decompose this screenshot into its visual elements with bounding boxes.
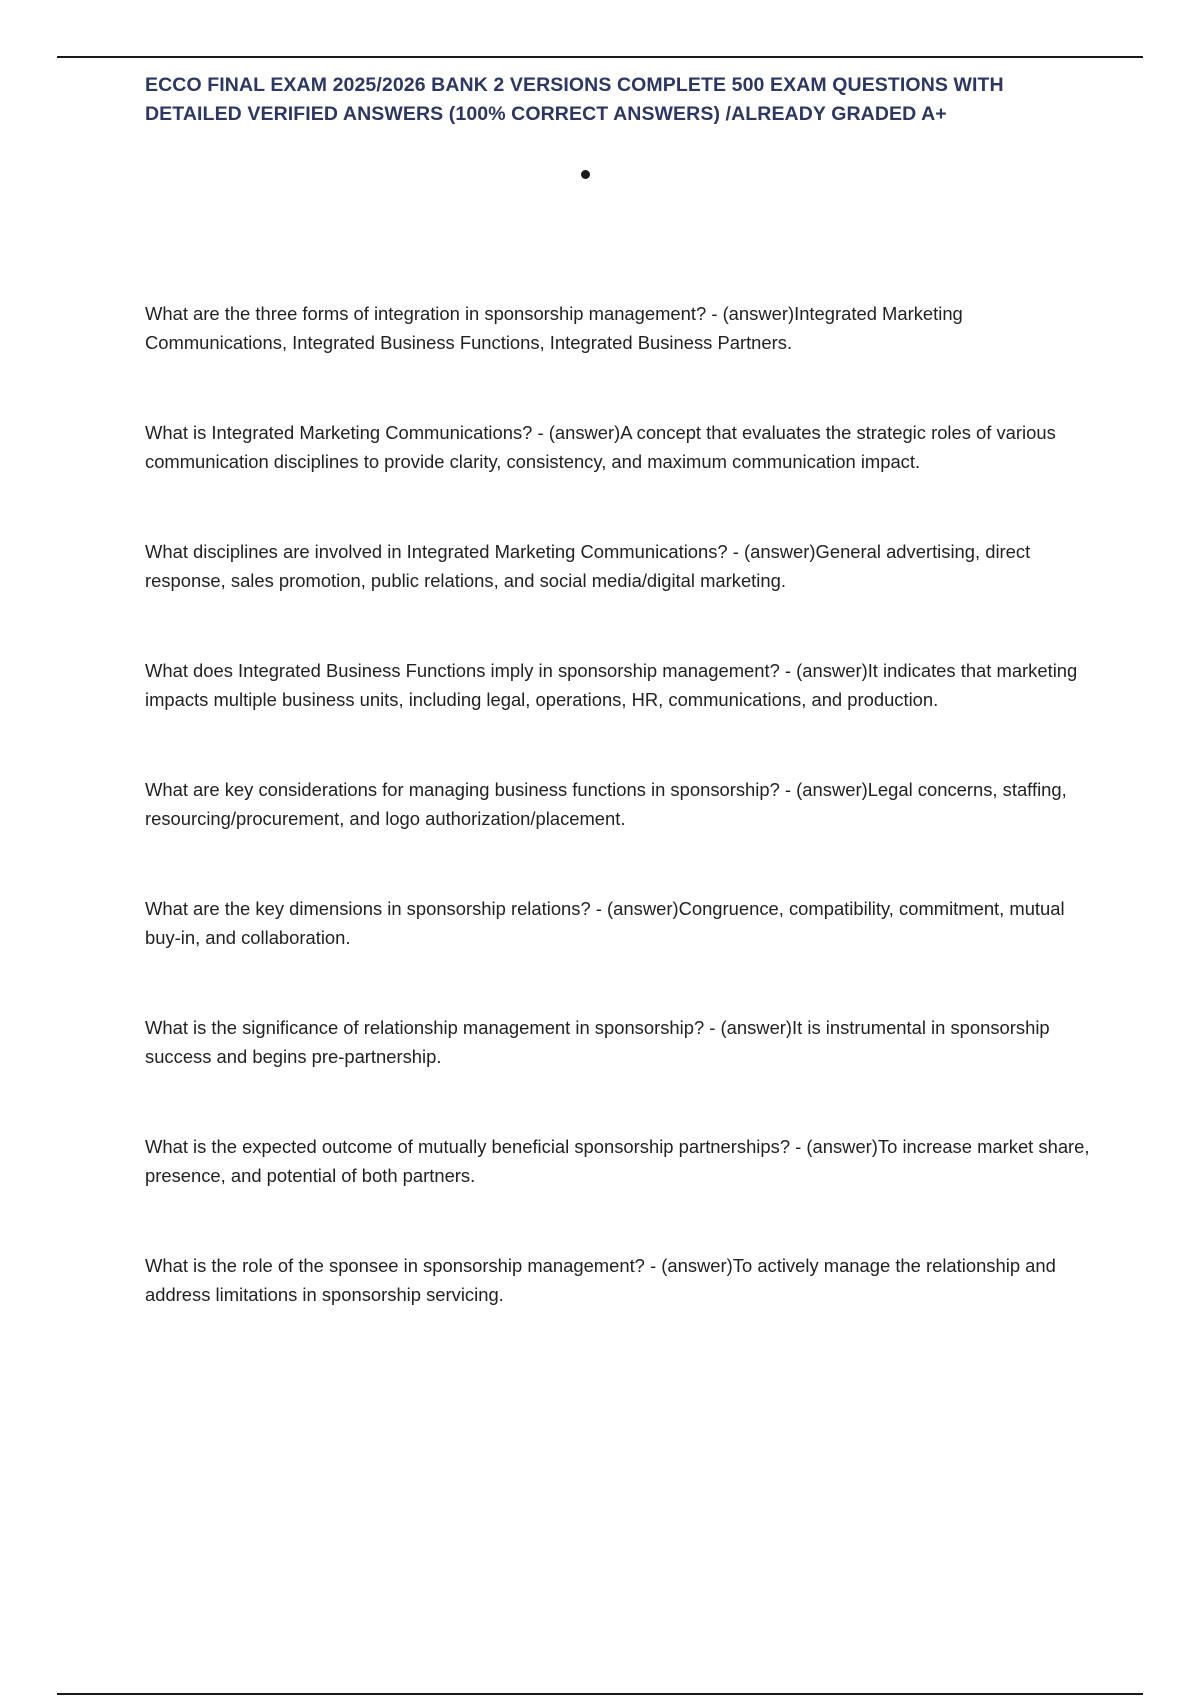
qa-item: What is Integrated Marketing Communications? - (answer)A concept that evaluates the strategic roles of various communication disciplines to provide clarity, consistency, and maximum communication impact.	[145, 422, 1056, 472]
qa-item: What are the key dimensions in sponsorship relations? - (answer)Congruence, compatibility, commitment, mutual buy-in, and collaboration.	[145, 898, 1065, 948]
bottom-rule	[57, 1693, 1143, 1695]
qa-list	[145, 300, 1095, 1309]
qa-item: What disciplines are involved in Integrated Marketing Communications? - (answer)General advertising, direct response, sales promotion, public relations, and social media/digital marketing.	[145, 541, 1031, 591]
top-rule	[57, 56, 1143, 58]
qa-item: What is the significance of relationship management in sponsorship? - (answer)It is instrumental in sponsorship success and begins pre-partnership.	[145, 1017, 1050, 1067]
qa-item: What are key considerations for managing business functions in sponsorship? - (answer)Legal concerns, staffing, resourcing/procurement, and logo authorization/placement.	[145, 779, 1067, 829]
qa-item: What does Integrated Business Functions imply in sponsorship management? - (answer)It indicates that marketing impacts multiple business units, including legal, operations, HR, communications, and production.	[145, 660, 1078, 710]
qa-item: What are the three forms of integration in sponsorship management? - (answer)Integrated Marketing Communications, Integrated Business Functions, Integrated Business Partners.	[145, 303, 963, 353]
document-title: ECCO FINAL EXAM 2025/2026 BANK 2 VERSIONS COMPLETE 500 EXAM QUESTIONS WITH DETAILED VERIFIED ANSWERS (100% CORRECT ANSWERS) /ALREADY GRADED A+	[145, 74, 1004, 125]
qa-item: What is the expected outcome of mutually beneficial sponsorship partnerships? - (answer)To increase market share, presence, and potential of both partners.	[145, 1136, 1090, 1186]
qa-item: What is the role of the sponsee in sponsorship management? - (answer)To actively manage the relationship and address limitations in sponsorship servicing.	[145, 1255, 1056, 1305]
bullet-point	[581, 170, 590, 179]
